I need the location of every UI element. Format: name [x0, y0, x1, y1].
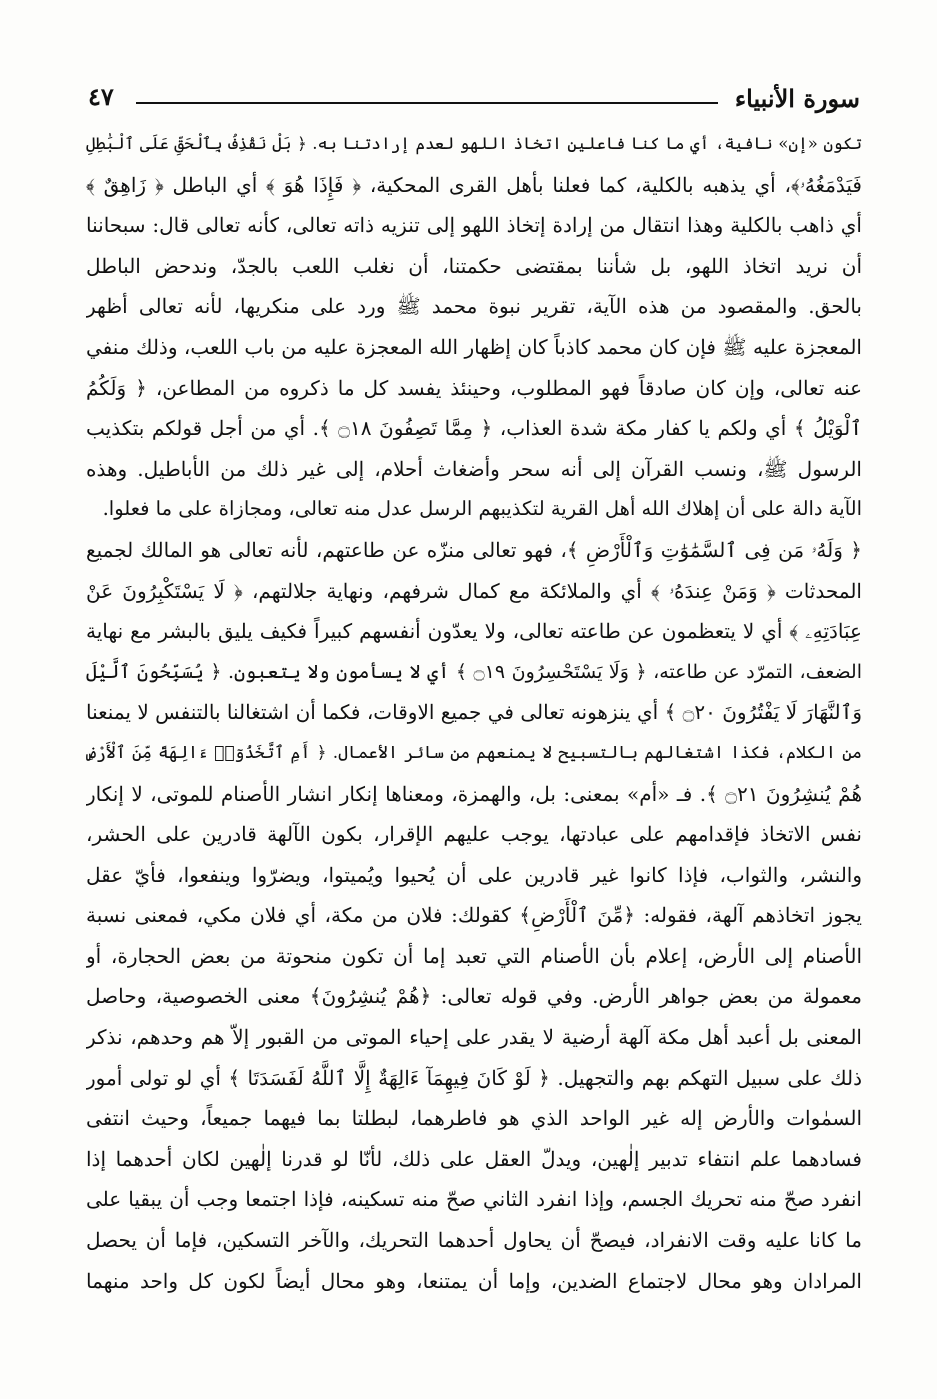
- text-line: هُمْ يُنشِرُونَ ۝٢١ ﴾. فـ «أم» بمعنى: بل، والهمزة، ومعناها إنكار انشار الأصنام للموتى، لا إنكار: [86, 781, 862, 806]
- running-header: [88, 78, 860, 118]
- text-line: وَٱلنَّهَارَ لَا يَفْتُرُونَ ۝٢٠ ﴾ أي ينزهونه تعالى في جميع الاوقات، فكما أن اشتغالنا بالتنفس لا يمنعنا: [86, 700, 862, 725]
- text-line: عنه تعالى، وإن كان صادقاً فهو المطلوب، وحينئذ يفسد كل ما ذكروه من المطاعن، ﴿ وَلَكُمُ: [86, 375, 862, 400]
- text-line: من الكلام، فكذا اشتغالهم بالتسبيح لا يمنعهم من سائر الأعمال. ﴿ أَمِ ٱتَّخَذُوٓا۟ ءَالِهَةً مِّنَ ٱلْأَرْضِ: [86, 742, 862, 763]
- text-line: ما كانا عليه وقت الانفراد، فيصحّ أن يحاول أحدهما التحريك، والآخر التسكين، فإما أن يحصل: [86, 1228, 862, 1253]
- text-line: الآية دالة على أن إهلاك الله أهل القرية لتكذيبهم الرسل عدل منه تعالى، ومجازاة على ما فعلوا.: [102, 497, 862, 521]
- text-line: يجوز اتخاذهم آلهة، فقوله: ﴿مِّنَ ٱلْأَرْضِ﴾ كقولك: فلان من مكة، أي فلان مكي، فمعنى نسبة: [86, 903, 862, 928]
- text-line: المعجزة عليه ﷺ فإن كان محمد كاذباً كان إظهار الله المعجزة عليه من باب اللعب، وذلك منفي: [86, 334, 862, 359]
- page-number: ٤٧: [88, 82, 114, 111]
- header-rule: [136, 102, 718, 104]
- text-line: أن نريد اتخاذ اللهو، بل شأننا بمقتضى حكمتنا، أن نغلب اللعب بالجدّ، وندحض الباطل: [86, 253, 862, 278]
- text-line: المعنى بل أعبد أهل مكة آلهة أرضية لا يقدر على إحياء الموتى من القبور إلاّ هم وحدهم، نذكر: [86, 1025, 862, 1050]
- text-line: أي ذاهب بالكلية وهذا انتقال من إرادة إتخاذ اللهو إلى تنزيه ذاته تعالى، كأنه تعالى قال: سبحاننا: [86, 213, 862, 238]
- text-line: الأصنام إلى الأرض، إعلام بأن الأصنام التي تعبد إما أن تكون منحوتة من بعض الحجارة، أو: [86, 943, 862, 968]
- text-line: عِبَادَتِهِۦ ﴾ أي لا يتعظمون عن طاعته تعالى، ولا يعدّون أنفسهم كبيراً فكيف يليق بالبشر مع نهاية: [86, 619, 862, 644]
- text-line: انفرد صحّ منه تحريك الجسم، وإذا انفرد الثاني صحّ منه تسكينه، فإذا اجتمعا وجب أن يبقيا على: [86, 1187, 862, 1212]
- text-line: معمولة من بعض جواهر الأرض. وفي قوله تعالى: ﴿هُمْ يُنشِرُونَ﴾ معنى الخصوصية، وحاصل: [86, 984, 862, 1009]
- text-line: ٱلْوَيْلُ ﴾ أي ولكم يا كفار مكة شدة العذاب، ﴿ مِمَّا تَصِفُونَ ۝١٨ ﴾. أي من أجل قولكم بتكذيب: [86, 416, 862, 441]
- text-line: والنشر، والثواب، فإذا كانوا غير قادرين على أن يُحيوا ويُميتوا، ويضرّوا وينفعوا، فأيّ عقل: [86, 862, 862, 887]
- text-line: فسادهما علم انتفاء تدبير إلٰهين، ويدلّ العقل على ذلك، لأنّا لو قدرنا إلٰهين لكان أحدهما إذا: [86, 1146, 862, 1171]
- text-line: المحدثات ﴿ وَمَنْ عِندَهُۥ ﴾ أي والملائكة مع كمال شرفهم، ونهاية جلالتهم، ﴿ لَا يَسْتَكْبِرُونَ عَنْ: [86, 578, 862, 603]
- text-line: نفس الاتخاذ فإقدامهم على عبادتها، يوجب عليهم الإقرار، بكون الآلهة قادرين على الحشر،: [86, 822, 862, 847]
- text-line: تكون «إن» نافية، أي ما كنا فاعلين اتخاذ اللهو لعدم إرادتنا به. ﴿ بَلْ نَقْذِفُ بِٱلْحَقِّ عَلَى ٱلْبَٰطِلِ: [86, 134, 862, 153]
- text-line: فَيَدْمَغُهُۥ﴾، أي يذهبه بالكلية، كما فعلنا بأهل القرى المحكية، ﴿ فَإِذَا هُوَ ﴾ أي الباطل ﴿ زَاهِقٌ ﴾: [86, 172, 862, 197]
- text-line: ذلك على سبيل التهكم بهم والتجهيل. ﴿ لَوْ كَانَ فِيهِمَآ ءَالِهَةٌ إِلَّا ٱللَّهُ لَفَسَدَتَا ﴾ أي لو تولى أمور: [86, 1065, 862, 1090]
- surah-title: سورة الأنبياء: [734, 84, 860, 113]
- text-line: الضعف، التمرّد عن طاعته، ﴿ وَلَا يَسْتَحْسِرُونَ ۝١٩ ﴾ أي لا يسأمون ولا يتعبون. ﴿ يُسَبِّحُونَ ٱلَّيْلَ: [86, 660, 862, 683]
- text-line: ﴿ وَلَهُۥ مَن فِى ٱلسَّمَٰوَٰتِ وَٱلْأَرْضِ ﴾، فهو تعالى منزّه عن طاعتهم، لأنه تعالى هو المالك لجميع: [86, 537, 862, 562]
- text-line: المرادان وهو محال لاجتماع الضدين، وإما أن يمتنعا، وهو محال أيضاً لكون كل واحد منهما: [86, 1268, 862, 1293]
- text-line: السمٰوات والأرض إله غير الواحد الذي هو فاطرهما، لبطلتا بما فيهما جميعاً، وحيث انتفى: [86, 1106, 862, 1131]
- text-line: الرسول ﷺ، ونسب القرآن إلى أنه سحر وأضغاث أحلام، إلى غير ذلك من الأباطيل. وهذه: [86, 456, 862, 481]
- text-line: بالحق. والمقصود من هذه الآية، تقرير نبوة محمد ﷺ ورد على منكريها، لأنه تعالى أظهر: [86, 294, 862, 319]
- body-text: [86, 124, 862, 1301]
